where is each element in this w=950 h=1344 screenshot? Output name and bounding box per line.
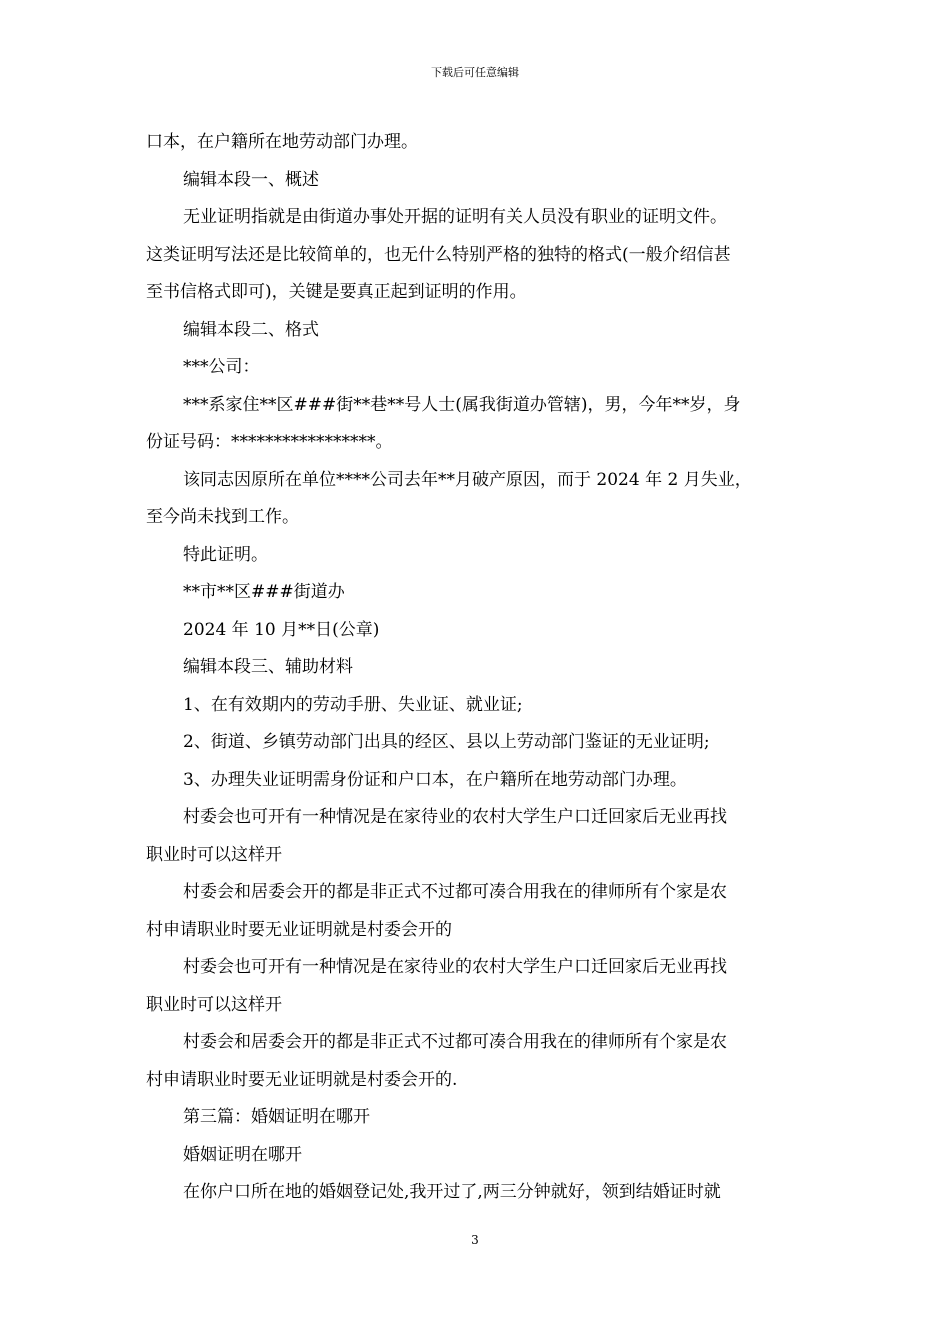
text-line: 村申请职业时要无业证明就是村委会开的 xyxy=(146,919,452,940)
text-line: 该同志因原所在单位****公司去年**月破产原因，而于 2024 年 2 月失业， xyxy=(183,469,752,490)
text-line: 村委会也可开有一种情况是在家待业的农村大学生户口迁回家后无业再找 xyxy=(183,957,727,977)
text-line: 第三篇：婚姻证明在哪开 xyxy=(183,1107,370,1127)
text-line: 1、在有效期内的劳动手册、失业证、就业证; xyxy=(183,694,523,715)
text-line: 村申请职业时要无业证明就是村委会开的. xyxy=(146,1069,458,1090)
text-line: 这类证明写法还是比较简单的，也无什么特别严格的独特的格式(一般介绍信甚 xyxy=(146,244,731,265)
text-line: 无业证明指就是由街道办事处开据的证明有关人员没有职业的证明文件。 xyxy=(183,207,727,227)
text-line: 3、办理失业证明需身份证和户口本，在户籍所在地劳动部门办理。 xyxy=(183,769,687,790)
text-line: 至今尚未找到工作。 xyxy=(146,507,299,527)
text-line: ***公司： xyxy=(183,357,260,377)
page-number: 3 xyxy=(471,1233,479,1247)
text-line: 编辑本段三、辅助材料 xyxy=(183,657,353,677)
text-line: 2、街道、乡镇劳动部门出具的经区、县以上劳动部门鉴证的无业证明; xyxy=(183,732,710,752)
text-line: 职业时可以这样开 xyxy=(146,994,282,1015)
document-body xyxy=(146,124,810,1212)
text-line: 在你户口所在地的婚姻登记处,我开过了,两三分钟就好，领到结婚证时就 xyxy=(183,1182,721,1202)
text-line: 口本，在户籍所在地劳动部门办理。 xyxy=(146,132,418,152)
text-line: 至书信格式即可)，关键是要真正起到证明的作用。 xyxy=(146,282,527,302)
text-line: 村委会和居委会开的都是非正式不过都可凑合用我在的律师所有个家是农 xyxy=(183,1032,727,1052)
text-line: 职业时可以这样开 xyxy=(146,844,282,865)
text-line: 婚姻证明在哪开 xyxy=(183,1144,302,1165)
page-header: 下载后可任意编辑 xyxy=(431,66,519,79)
text-line: ***系家住**区###街**巷**号人士(属我街道办管辖)，男，今年**岁，身 xyxy=(183,394,741,415)
text-line: 特此证明。 xyxy=(183,544,268,565)
text-line: 份证号码：*****************。 xyxy=(146,432,393,452)
text-line: 2024 年 10 月**日(公章) xyxy=(183,619,380,640)
text-line: 村委会也可开有一种情况是在家待业的农村大学生户口迁回家后无业再找 xyxy=(183,807,727,827)
text-line: 编辑本段二、格式 xyxy=(183,319,319,340)
text-line: **市**区###街道办 xyxy=(183,582,345,602)
text-line: 村委会和居委会开的都是非正式不过都可凑合用我在的律师所有个家是农 xyxy=(183,882,727,902)
text-line: 编辑本段一、概述 xyxy=(183,169,319,190)
